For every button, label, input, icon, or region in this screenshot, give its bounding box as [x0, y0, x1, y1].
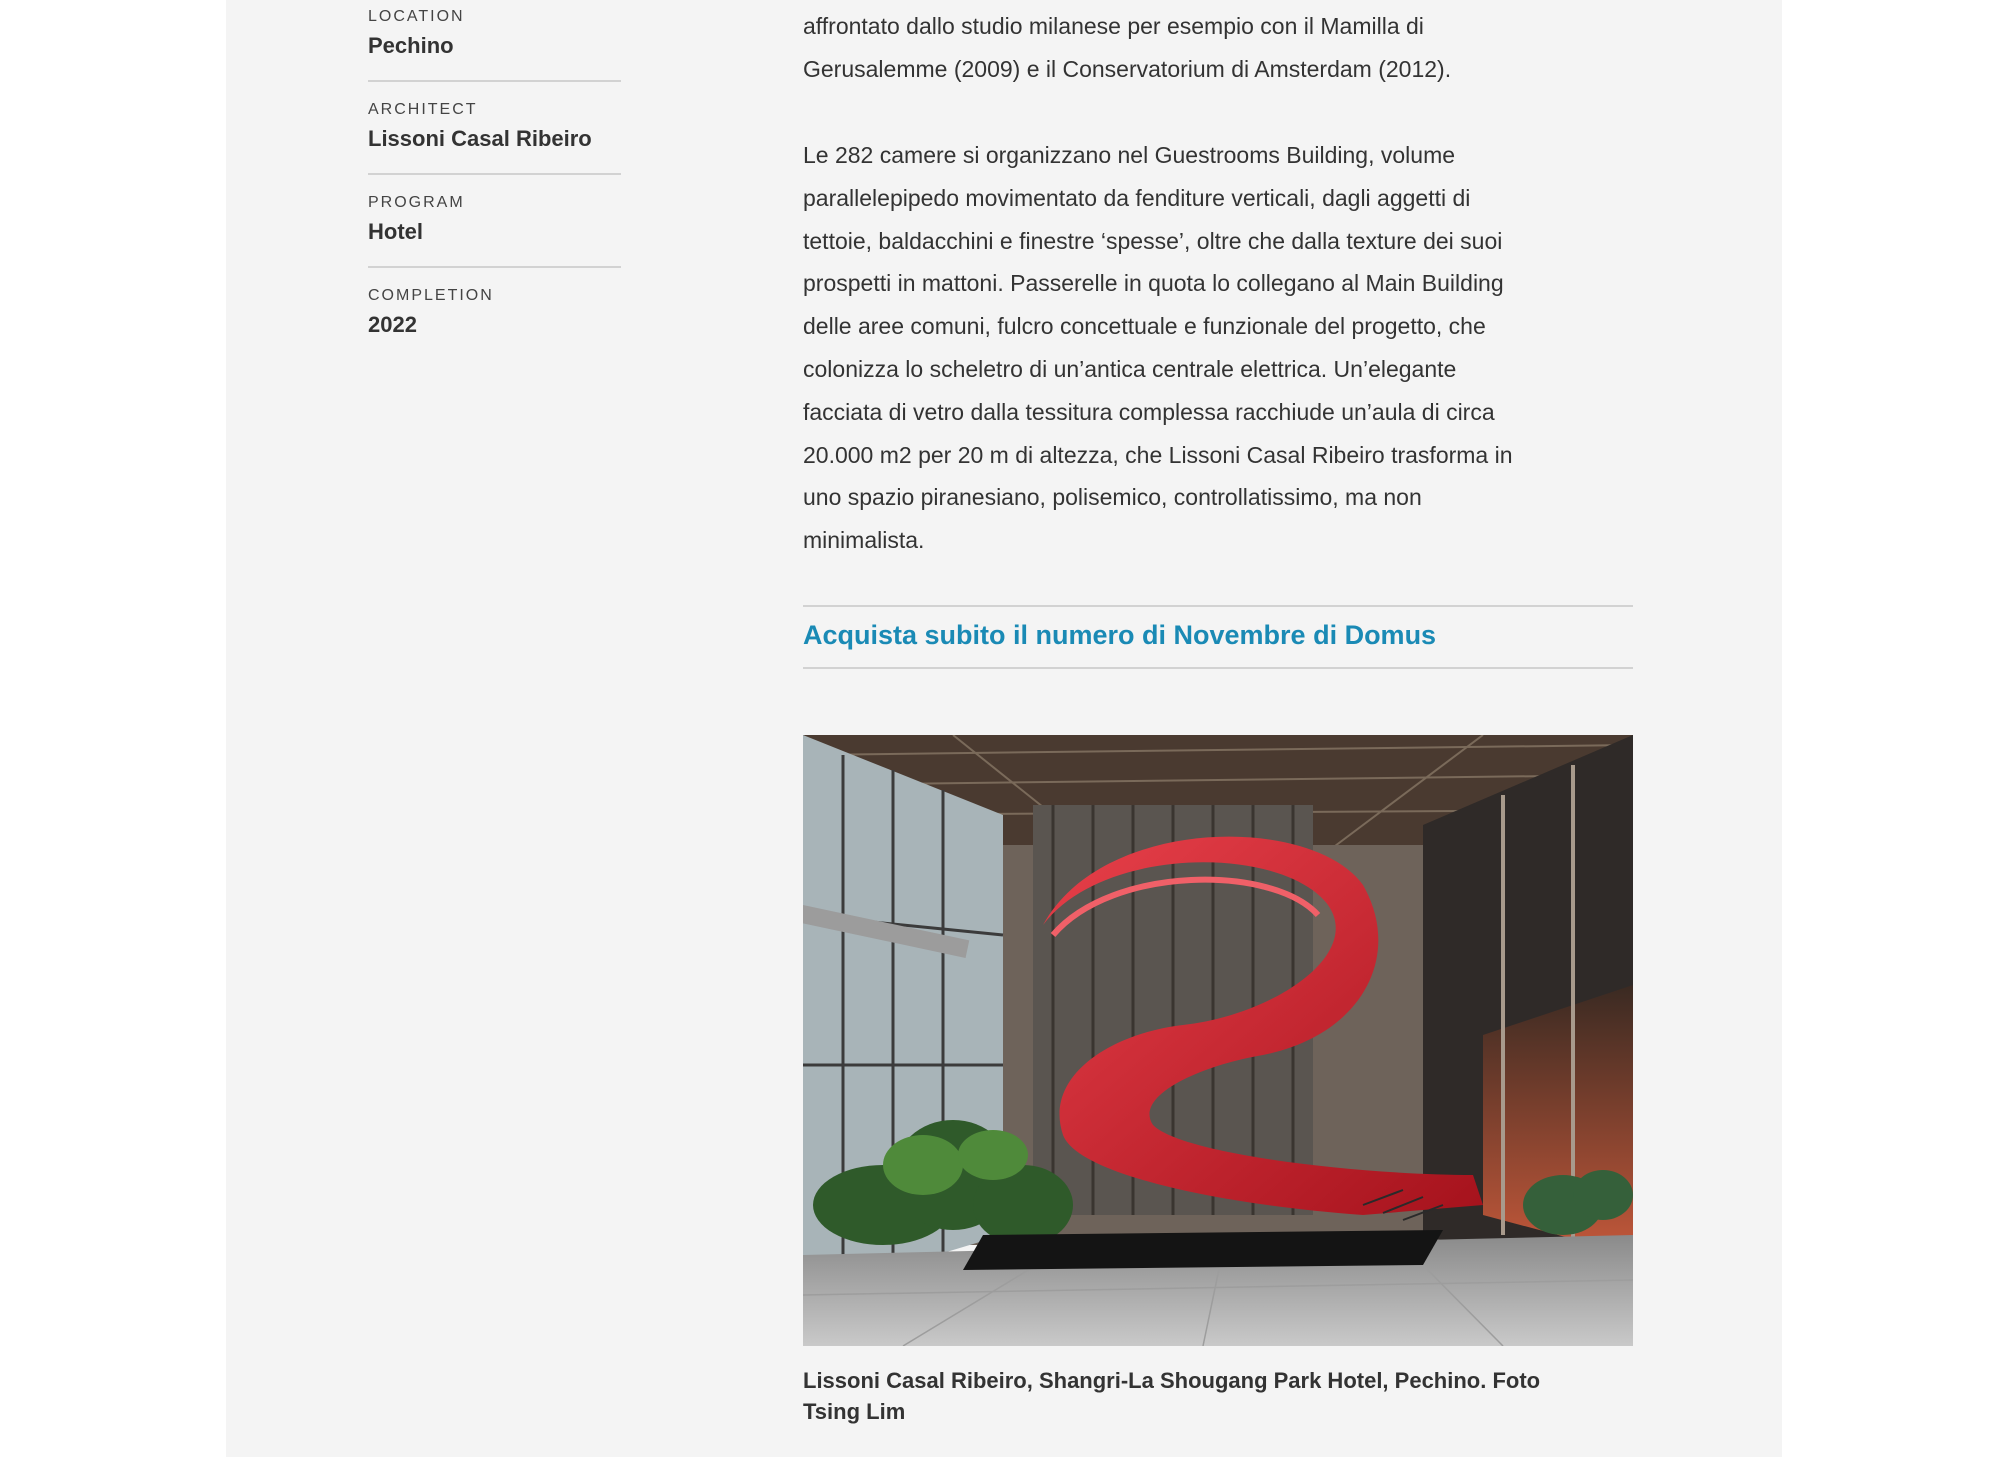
page-container [226, 0, 1782, 1457]
subscribe-cta-box [803, 605, 1633, 669]
caption-line: Lissoni Casal Ribeiro, Shangri-La Shougang Park Hotel, Pechino. Foto [803, 1368, 1541, 1393]
meta-location [368, 0, 621, 82]
meta-value-program: Hotel [368, 219, 423, 244]
meta-label-architect: ARCHITECT [368, 101, 478, 118]
paragraph-line: minimalista. [803, 527, 925, 554]
meta-architect [368, 82, 621, 175]
meta-completion [368, 268, 621, 359]
caption-line: Tsing Lim [803, 1399, 906, 1424]
meta-value-completion: 2022 [368, 312, 417, 337]
paragraph-line: affrontato dallo studio milanese per esempio con il Mamilla di [803, 13, 1424, 39]
paragraph-line: 20.000 m2 per 20 m di altezza, che Lissoni Casal Ribeiro trasforma in [803, 441, 1513, 468]
paragraph-line: delle aree comuni, fulcro concettuale e funzionale del progetto, che [803, 313, 1486, 340]
meta-label-completion: COMPLETION [368, 287, 494, 304]
meta-value-location: Pechino [368, 33, 454, 58]
photo-illustration [803, 735, 1633, 1346]
paragraph-line: colonizza lo scheletro di un’antica centrale elettrica. Un’elegante [803, 355, 1457, 382]
paragraph-line: parallelepipedo movimentato da fenditure verticali, dagli aggetti di [803, 184, 1471, 211]
meta-value-architect: Lissoni Casal Ribeiro [368, 126, 592, 151]
paragraph-line: uno spazio piranesiano, polisemico, controllatissimo, ma non [803, 484, 1422, 511]
meta-program [368, 175, 621, 268]
paragraph-line: tettoie, baldacchini e finestre ‘spesse’, oltre che dalla texture dei suoi [803, 227, 1503, 254]
paragraph-line: facciata di vetro dalla tessitura complessa racchiude un’aula di circa [803, 398, 1495, 425]
paragraph-line: Le 282 camere si organizzano nel Guestrooms Building, volume [803, 142, 1456, 168]
meta-label-location: LOCATION [368, 8, 465, 25]
paragraph-line: Gerusalemme (2009) e il Conservatorium di Amsterdam (2012). [803, 55, 1452, 82]
project-info-sidebar [368, 0, 621, 359]
buy-issue-link[interactable]: Acquista subito il numero di Novembre di Domus [803, 620, 1437, 650]
photo-caption [803, 1365, 1633, 1427]
article-paragraph [803, 134, 1633, 562]
article-paragraph [803, 5, 1633, 91]
hotel-interior-photo [803, 735, 1633, 1346]
paragraph-line: prospetti in mattoni. Passerelle in quota lo collegano al Main Building [803, 270, 1504, 297]
meta-label-program: PROGRAM [368, 194, 465, 211]
